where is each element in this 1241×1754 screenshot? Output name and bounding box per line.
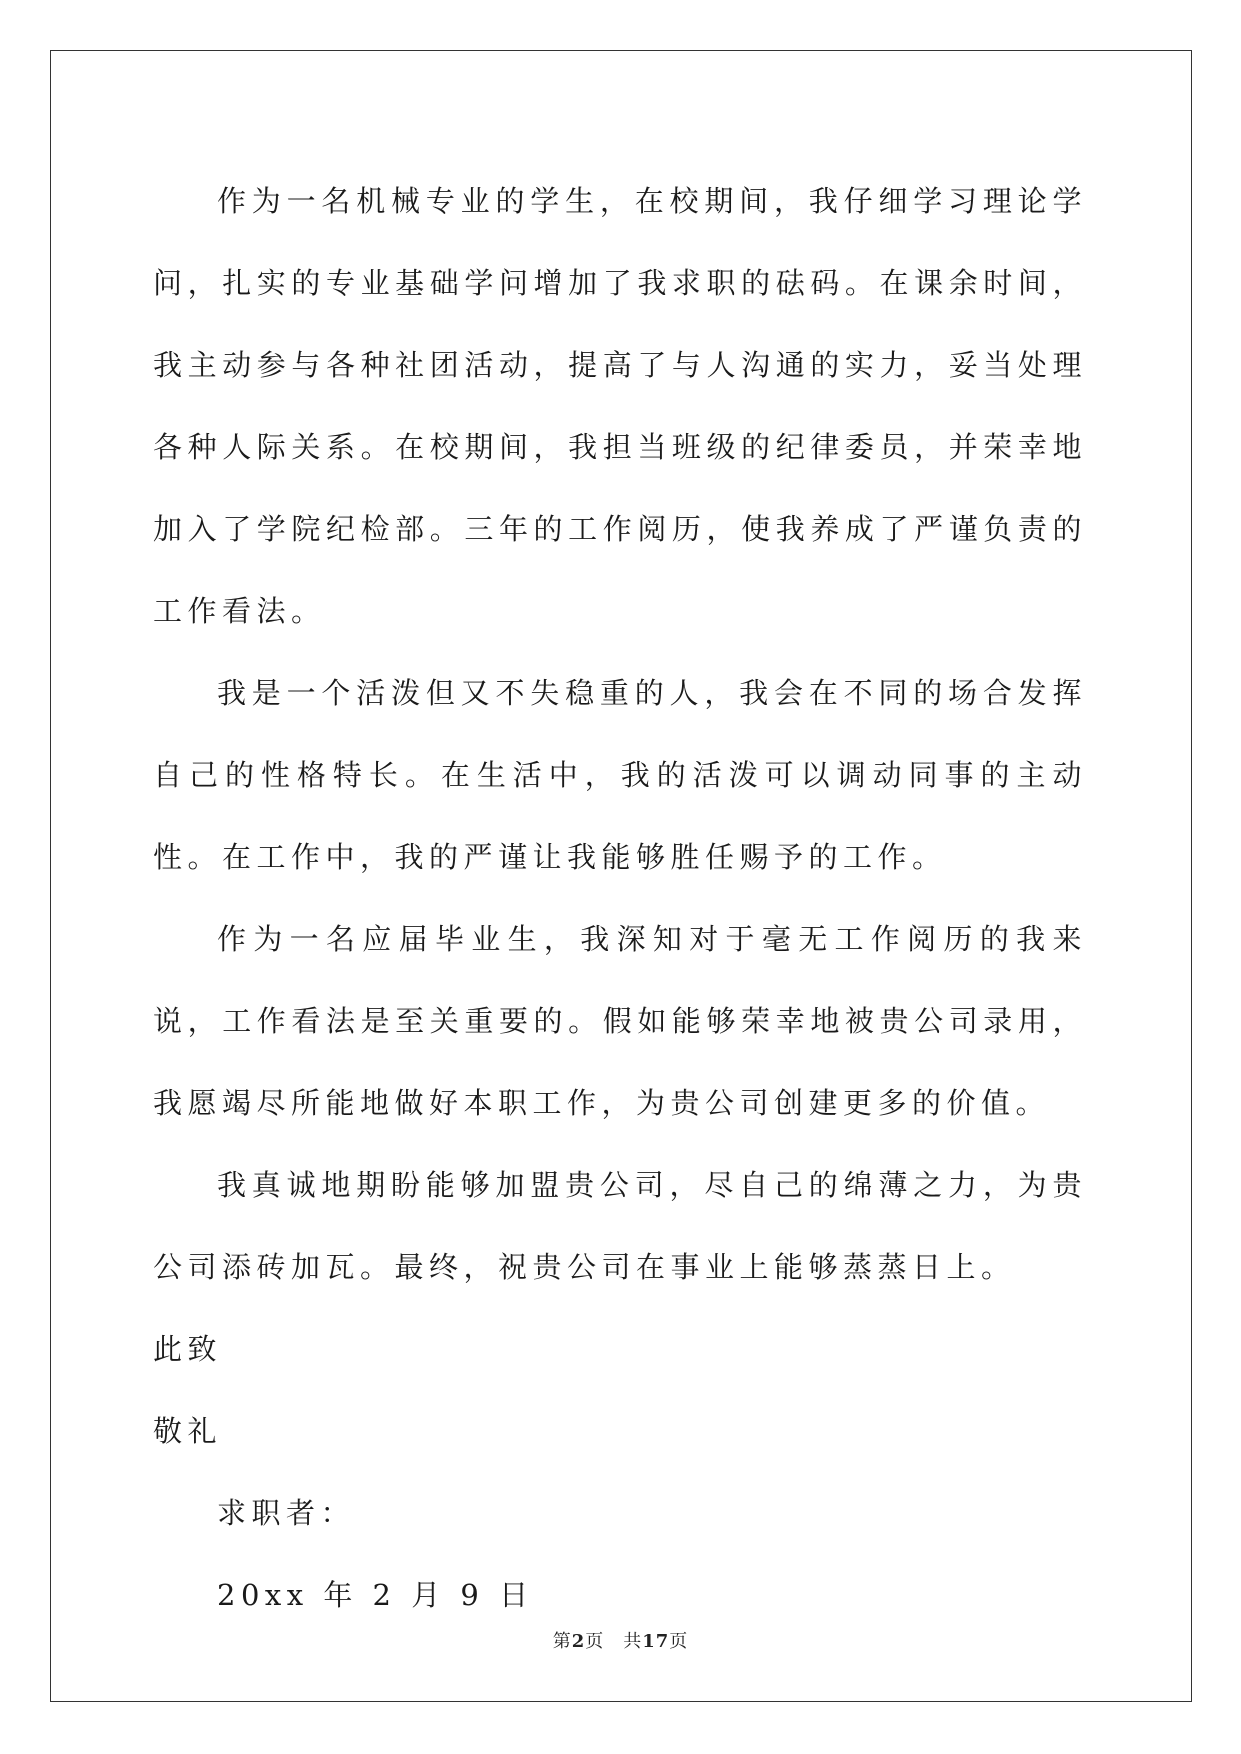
- paragraph-3: 作为一名应届毕业生，我深知对于毫无工作阅历的我来说，工作看法是至关重要的。假如能够荣幸地被贵公司录用，我愿竭尽所能地做好本职工作，为贵公司创建更多的价值。: [153, 922, 1087, 1120]
- closing-regards: 敬礼: [153, 1414, 223, 1448]
- signature-label: 求职者：: [217, 1496, 356, 1530]
- letter-date: 20xx 年 2 月 9 日: [217, 1578, 534, 1612]
- page-total: 17: [642, 1631, 670, 1652]
- closing-salutation: 此致: [153, 1332, 223, 1366]
- paragraph-1: 作为一名机械专业的学生，在校期间，我仔细学习理论学问，扎实的专业基础学问增加了我求职的砝码。在课余时间，我主动参与各种社团活动，提高了与人沟通的实力，妥当处理各种人际关系。在校期间，我担当班级的纪律委员，并荣幸地加入了学院纪检部。三年的工作阅历，使我养成了严谨负责的工作看法。: [153, 184, 1087, 628]
- letter-body: [153, 160, 1087, 1636]
- page-mid: 页 共: [585, 1631, 643, 1652]
- page-prefix: 第: [552, 1631, 572, 1652]
- page-suffix: 页: [669, 1631, 689, 1652]
- paragraph-2: 我是一个活泼但又不失稳重的人，我会在不同的场合发挥自己的性格特长。在生活中，我的活泼可以调动同事的主动性。在工作中，我的严谨让我能够胜任赐予的工作。: [153, 676, 1087, 874]
- page-current: 2: [571, 1631, 586, 1652]
- page-footer: [0, 1627, 1241, 1653]
- paragraph-4: 我真诚地期盼能够加盟贵公司，尽自己的绵薄之力，为贵公司添砖加瓦。最终，祝贵公司在事业上能够蒸蒸日上。: [153, 1168, 1087, 1284]
